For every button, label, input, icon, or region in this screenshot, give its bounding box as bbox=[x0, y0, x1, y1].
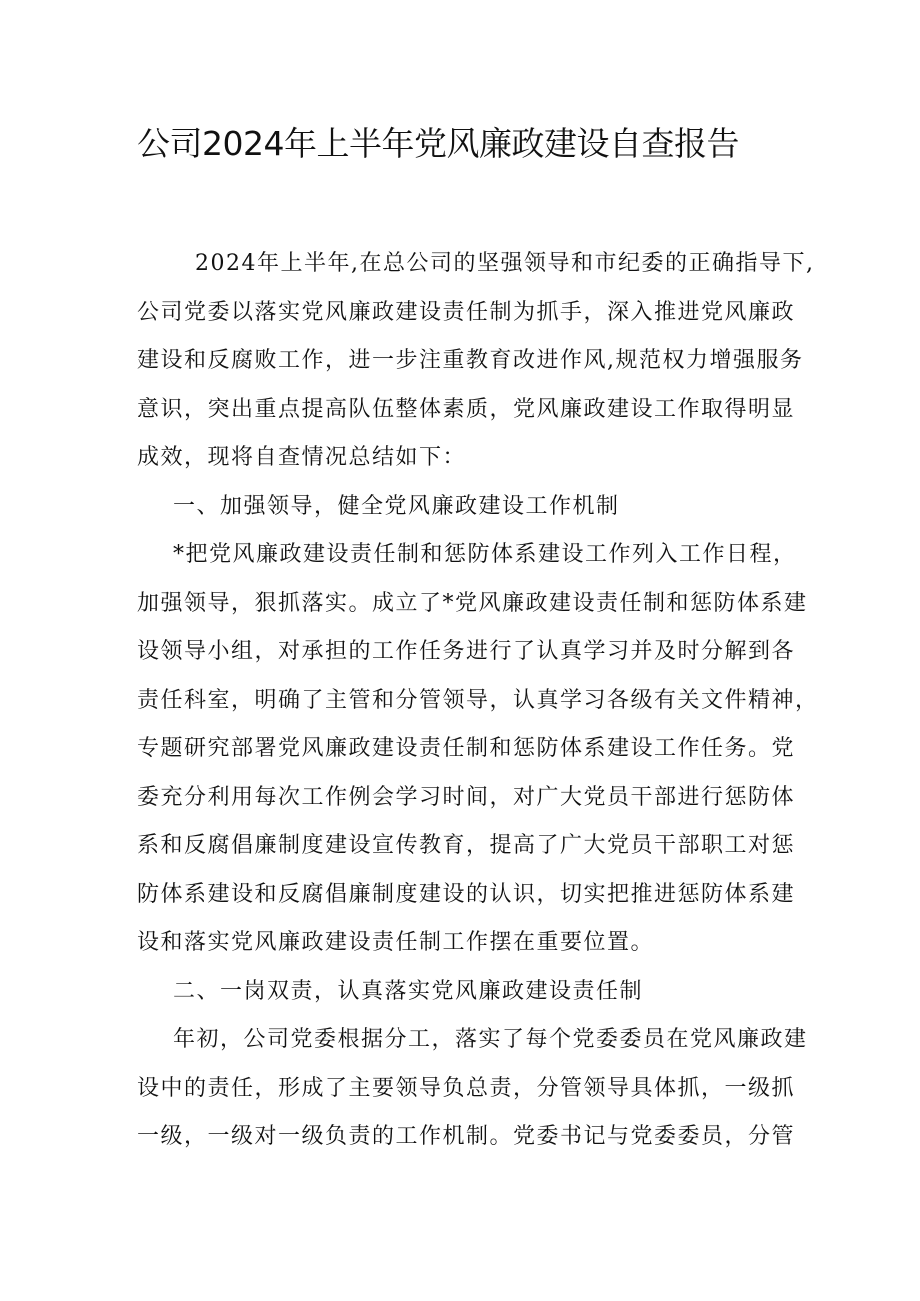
document-title: 公司2024年上半年党风廉政建设自查报告 bbox=[137, 124, 739, 163]
section-1-line: 设领导小组，对承担的工作任务进行了认真学习并及时分解到各 bbox=[137, 639, 796, 664]
intro-line: 成效，现将自查情况总结如下： bbox=[137, 445, 467, 470]
section-heading: 二、一岗双责，认真落实党风廉政建设责任制 bbox=[173, 978, 644, 1004]
intro-line: 意识，突出重点提高队伍整体素质，党风廉政建设工作取得明显 bbox=[137, 396, 796, 422]
section-2-paragraph bbox=[137, 1016, 808, 1162]
section-1-line: *把党风廉政建设责任制和惩防体系建设工作列入工作日程， bbox=[173, 542, 797, 567]
intro-line: 建设和反腐败工作，进一步注重教育改进作风,规范权力增强服务 bbox=[137, 348, 804, 373]
section-1-line: 专题研究部署党风廉政建设责任制和惩防体系建设工作任务。党 bbox=[137, 736, 796, 761]
section-1-line: 防体系建设和反腐倡廉制度建设的认识，切实把推进惩防体系建 bbox=[137, 881, 796, 907]
intro-line: 2024年上半年,在总公司的坚强领导和市纪委的正确指导下, bbox=[195, 251, 815, 276]
section-1-line: 加强领导，狠抓落实。成立了*党风廉政建设责任制和惩防体系建 bbox=[137, 590, 808, 616]
section-1-line: 系和反腐倡廉制度建设宣传教育，提高了广大党员干部职工对惩 bbox=[137, 833, 796, 858]
document-body bbox=[137, 240, 819, 1162]
section-1-line: 责任科室，明确了主管和分管领导，认真学习各级有关文件精神， bbox=[137, 687, 819, 713]
section-1-line: 委充分利用每次工作例会学习时间，对广大党员干部进行惩防体 bbox=[137, 784, 796, 810]
intro-paragraph bbox=[137, 240, 815, 483]
intro-line: 公司党委以落实党风廉政建设责任制为抓手，深入推进党风廉政 bbox=[137, 299, 796, 325]
section-heading: 一、加强领导，健全党风廉政建设工作机制 bbox=[173, 493, 620, 519]
section-2 bbox=[137, 968, 797, 1017]
section-2-line: 设中的责任，形成了主要领导负总责，分管领导具体抓，一级抓 bbox=[137, 1075, 796, 1101]
section-1 bbox=[137, 483, 797, 532]
section-2-line: 一级，一级对一级负责的工作机制。党委书记与党委委员，分管 bbox=[137, 1124, 796, 1149]
section-1-line: 设和落实党风廉政建设责任制工作摆在重要位置。 bbox=[137, 930, 655, 955]
section-1-paragraph bbox=[137, 531, 819, 968]
section-2-line: 年初，公司党委根据分工，落实了每个党委委员在党风廉政建 bbox=[173, 1027, 808, 1052]
